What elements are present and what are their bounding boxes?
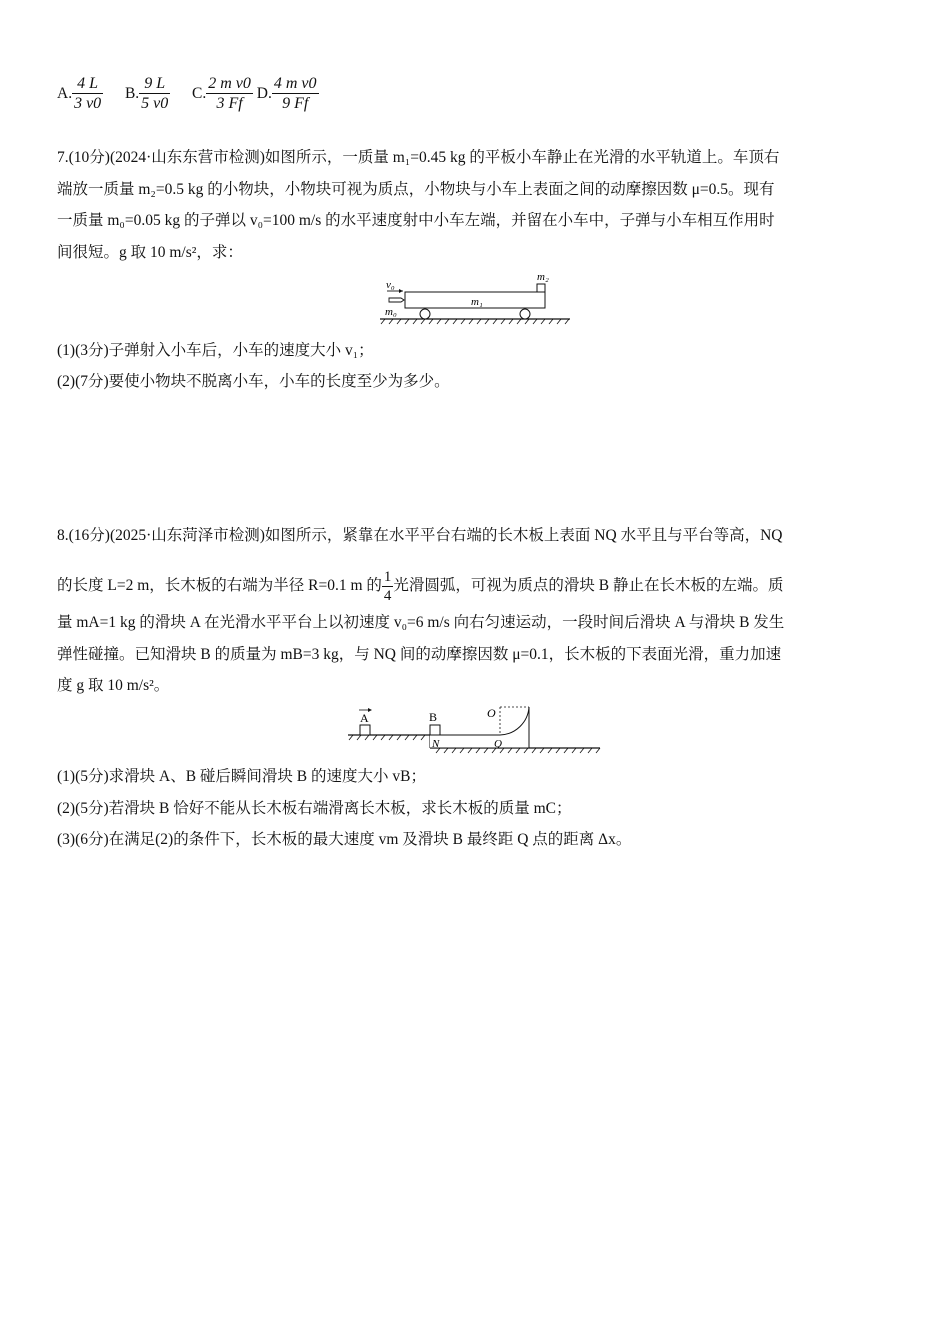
long-board <box>430 707 529 748</box>
q8-board-diagram <box>345 703 605 755</box>
cart-wheel-left <box>420 309 430 319</box>
label-m0: m₀ <box>385 306 397 318</box>
choice-b[interactable]: B. $\frac{9 L}{5 v0}$ <box>124 75 169 112</box>
label-q: Q <box>494 738 502 750</box>
q7-subquestion-1: (1)(3分)子弹射入小车后，小车的速度大小 v₁； <box>57 342 374 359</box>
choice-a-fraction: $\frac{4 L}{3 v0}$ <box>74 75 102 112</box>
q8-line-5: 度 g 取 10 m/s²。 <box>57 677 170 694</box>
choice-b-fraction: $\frac{9 L}{5 v0}$ <box>141 75 169 112</box>
q8-line-2: 的长度 L=2 m，长木板的右端为半径 R=0.1 m 的 $\frac{1}{4}$ 光滑圆弧，可视为质点的滑块 B 静止在长木板的左端。质 <box>57 569 784 604</box>
q7-line-2: 端放一质量 m₂=0.5 kg 的小物块，小物块可视为质点，小物块与小车上表面之间的动摩擦因数 μ=0.5。现有 <box>57 181 775 198</box>
q7-cart-diagram <box>375 268 575 326</box>
label-b: B <box>429 710 438 724</box>
bullet-m0 <box>389 298 404 302</box>
q8-subquestion-3: (3)(6分)在满足(2)的条件下，长木板的最大速度 vm 及滑块 B 最终距 Q 点的距离 Δx。 <box>57 831 632 848</box>
choice-a[interactable]: A. $\frac{4 L}{3 v0}$ <box>57 75 102 112</box>
label-m2: m₂ <box>537 271 549 283</box>
q8-line-4: 弹性碰撞。已知滑块 B 的质量为 mB=3 kg，与 NQ 间的动摩擦因数 μ=0.1，长木板的下表面光滑，重力加速 <box>57 646 782 663</box>
block-m2 <box>537 284 545 292</box>
block-a <box>360 725 370 735</box>
q7-line-4: 间很短。g 取 10 m/s²，求： <box>57 244 243 261</box>
q8-subquestion-2: (2)(5分)若滑块 B 恰好不能从长木板右端滑离长木板，求长木板的质量 mC； <box>57 800 572 817</box>
q7-subquestion-2: (2)(7分)要使小物块不脱离小车，小车的长度至少为多少。 <box>57 373 450 390</box>
label-v0: v₀ <box>386 279 395 291</box>
q7-line-1: 7.(10分)(2024·山东东营市检测)如图所示，一质量 m₁=0.45 kg 的平板小车静止在光滑的水平轨道上。车顶右 <box>57 149 780 166</box>
label-m1: m₁ <box>471 296 483 308</box>
choice-c[interactable]: C. $\frac{\text{2 m v0}}{3 Ff}$ <box>192 75 251 112</box>
q8-line-3: 量 mA=1 kg 的滑块 A 在光滑水平平台上以初速度 v₀=6 m/s 向右匀速运动，一段时间后滑块 A 与滑块 B 发生 <box>57 614 785 631</box>
cart-wheel-right <box>520 309 530 319</box>
label-a: A <box>360 711 369 725</box>
block-b <box>430 725 440 735</box>
choice-d[interactable]: D. $\frac{\text{4 m v0}}{9 Ff}$ <box>256 75 317 112</box>
quarter-fraction: $\frac{1}{4}$ <box>383 569 392 604</box>
q7-line-3: 一质量 m₀=0.05 kg 的子弹以 v₀=100 m/s 的水平速度射中小车左端，并留在小车中，子弹与小车相互作用时 <box>57 212 775 229</box>
q8-line-1: 8.(16分)(2025·山东菏泽市检测)如图所示，紧靠在水平平台右端的长木板上表面 NQ 水平且与平台等高，NQ <box>57 527 783 544</box>
answer-choices <box>57 74 319 113</box>
label-o: O <box>487 706 496 720</box>
choice-c-fraction: $\frac{\text{2 m v0}}{3 Ff}$ <box>208 75 251 112</box>
label-n: N <box>432 738 440 750</box>
q8-subquestion-1: (1)(5分)求滑块 A、B 碰后瞬间滑块 B 的速度大小 vB； <box>57 768 426 785</box>
choice-d-fraction: $\frac{\text{4 m v0}}{9 Ff}$ <box>273 75 317 112</box>
